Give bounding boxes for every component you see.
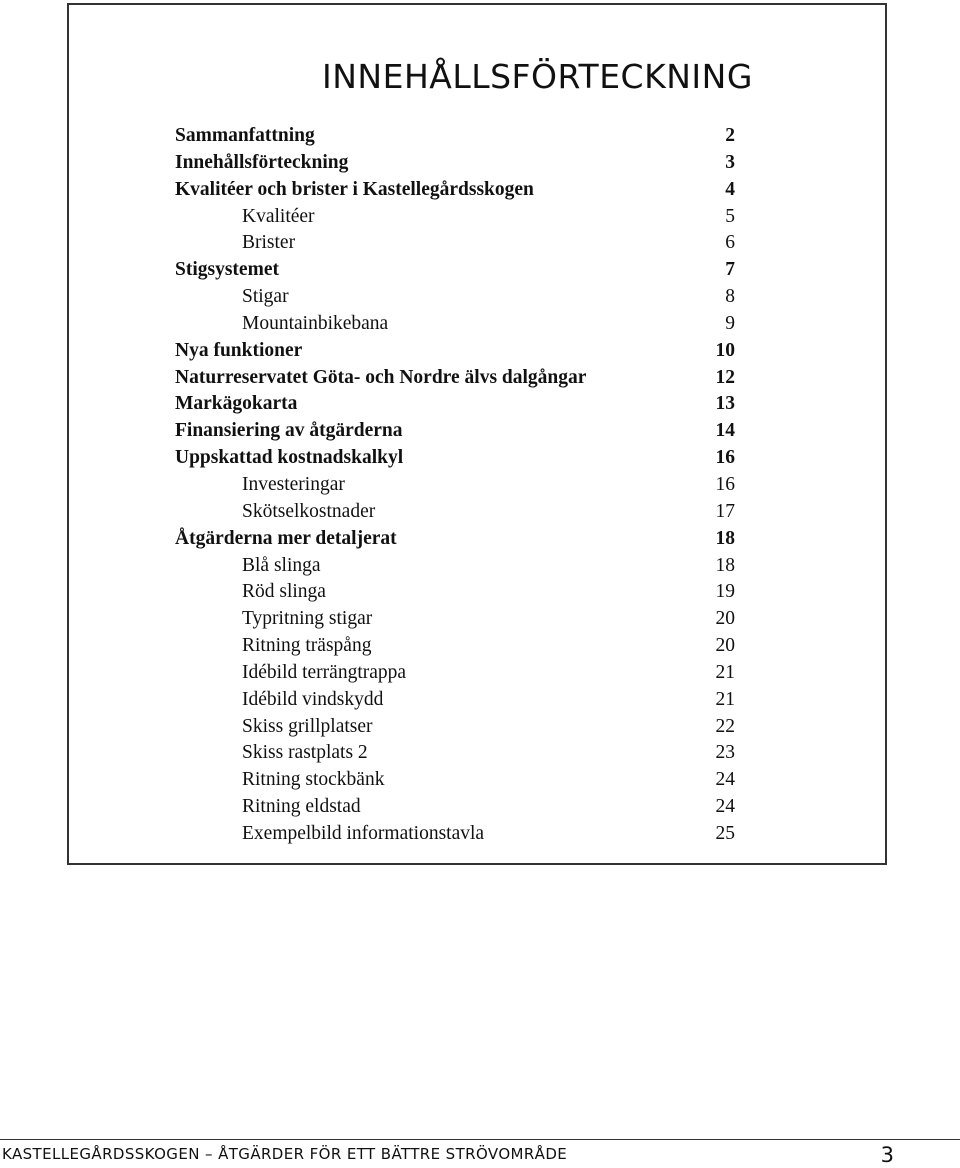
toc-entry-page: 19 [715,581,735,603]
toc-entry-label: Sammanfattning [175,125,315,146]
toc-entry [175,740,735,767]
toc-entry-page: 10 [715,339,735,361]
toc-entry-page: 24 [715,769,735,791]
toc-entry-label: Exempelbild informationstavla [242,822,485,844]
toc-entry-label: Ritning träspång [242,635,372,657]
toc-entry [175,365,735,392]
toc-entry-label: Brister [242,232,296,254]
toc-entry-label: Idébild vindskydd [242,688,384,710]
toc-entry-page: 14 [715,420,735,442]
toc-entry [175,794,735,821]
toc-entry-label: Skötselkostnader [242,500,376,522]
toc-entry-page: 2 [725,125,735,146]
toc-entry [175,150,735,177]
toc-entry [175,553,735,580]
toc-entry-label: Skiss grillplatser [242,715,373,737]
toc-entry [175,123,735,150]
toc-entry-page: 18 [715,527,735,549]
toc-entry-label: Ritning eldstad [242,796,361,818]
toc-entry-label: Naturreservatet Göta- och Nordre älvs dalgångar [175,366,587,388]
toc-entry [175,204,735,231]
toc-entry [175,767,735,794]
toc-entry-page: 16 [715,447,735,469]
toc-entry [175,472,735,499]
toc-list [175,123,735,848]
toc-entry [175,606,735,633]
toc-entry-page: 20 [715,608,735,630]
footer-divider [0,1139,960,1140]
toc-entry-page: 18 [715,554,735,576]
toc-entry-page: 25 [715,822,735,844]
toc-entry-label: Investeringar [242,473,345,495]
toc-entry [175,499,735,526]
toc-entry-label: Stigsystemet [175,259,279,281]
toc-entry [175,714,735,741]
toc-entry-page: 21 [715,661,735,683]
footer-page-number: 3 [880,1143,894,1167]
toc-entry-page: 8 [725,286,735,308]
toc-entry-page: 20 [715,635,735,657]
toc-entry-page: 5 [725,205,735,227]
toc-entry-page: 7 [725,259,735,281]
toc-entry-label: Skiss rastplats 2 [242,742,368,764]
toc-entry [175,257,735,284]
footer-title: KASTELLEGÅRDSSKOGEN – ÅTGÄRDER FÖR ETT BÄTTRE STRÖVOMRÅDE [2,1145,568,1163]
toc-entry [175,338,735,365]
toc-entry-label: Stigar [242,286,289,308]
toc-entry-page: 6 [725,232,735,254]
toc-entry [175,177,735,204]
toc-entry-page: 17 [715,500,735,522]
toc-entry [175,526,735,553]
page-title: INNEHÅLLSFÖRTECKNING [322,57,753,96]
toc-entry [175,311,735,338]
toc-entry-page: 22 [715,715,735,737]
toc-entry [175,687,735,714]
toc-entry [175,230,735,257]
toc-entry-label: Nya funktioner [175,339,303,361]
toc-entry-label: Uppskattad kostnadskalkyl [175,447,404,469]
toc-entry-page: 16 [715,473,735,495]
toc-entry [175,391,735,418]
toc-entry [175,821,735,848]
toc-entry-label: Markägokarta [175,393,298,415]
toc-entry-label: Finansiering av åtgärderna [175,420,403,442]
toc-entry-label: Åtgärderna mer detaljerat [175,527,397,549]
toc-entry-label: Mountainbikebana [242,312,389,334]
toc-entry [175,284,735,311]
toc-entry-page: 12 [715,366,735,388]
toc-entry-page: 23 [715,742,735,764]
toc-entry-label: Röd slinga [242,581,326,603]
toc-entry-page: 24 [715,796,735,818]
toc-entry [175,418,735,445]
toc-entry-page: 9 [725,312,735,334]
toc-entry-label: Idébild terrängtrappa [242,661,407,683]
toc-entry-page: 21 [715,688,735,710]
toc-entry-page: 3 [725,151,735,173]
toc-entry [175,445,735,472]
toc-entry-label: Ritning stockbänk [242,769,385,791]
toc-entry-label: Kvalitéer och brister i Kastellegårdsskogen [175,178,534,200]
toc-entry-label: Typritning stigar [242,608,373,630]
toc-entry [175,660,735,687]
toc-entry [175,633,735,660]
toc-entry-label: Innehållsförteckning [175,151,349,173]
toc-frame [67,3,887,865]
toc-entry [175,579,735,606]
toc-entry-label: Kvalitéer [242,205,315,227]
toc-entry-label: Blå slinga [242,554,321,576]
toc-entry-page: 13 [715,393,735,415]
toc-entry-page: 4 [725,178,735,200]
